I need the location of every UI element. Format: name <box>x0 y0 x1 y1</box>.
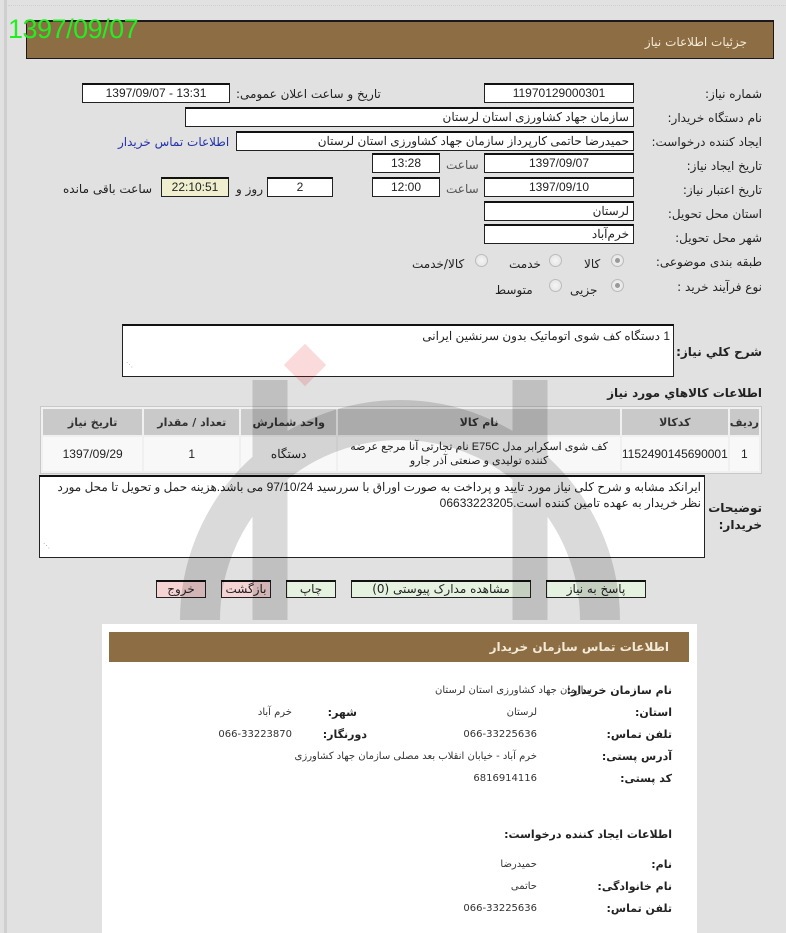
time-remaining-label: ساعت باقی مانده <box>63 182 153 196</box>
buyer-org-field: سازمان جهاد کشاورزی استان لرستان <box>185 107 634 127</box>
purchase-medium-radio[interactable] <box>549 279 562 292</box>
need-number-label: شماره نیاز: <box>705 87 762 101</box>
cell-code: 1152490145690001 <box>622 437 728 471</box>
contact-panel-header <box>109 632 689 662</box>
last-name-value: حاتمی <box>510 881 537 892</box>
buyer-notes-textarea[interactable] <box>39 475 705 558</box>
first-name-value: حمیدرضا <box>500 859 537 870</box>
table-row <box>43 437 759 471</box>
col-name: نام کالا <box>338 409 620 435</box>
delivery-province-label: استان محل تحویل: <box>667 207 762 221</box>
buyer-contact-link[interactable]: اطلاعات تماس خریدار <box>118 135 230 149</box>
valid-date-label: تاریخ اعتبار نیاز: <box>682 183 762 197</box>
summary-textarea[interactable] <box>122 324 674 377</box>
requester-info-title: اطلاعات ایجاد کننده درخواست: <box>504 828 672 841</box>
days-label: روز و <box>236 182 263 196</box>
cell-unit: دستگاه <box>241 437 336 471</box>
purchase-minor-radio[interactable] <box>611 279 624 292</box>
date-stamp: 1397/09/07 <box>8 14 139 44</box>
resize-grip-icon[interactable]: ⋰ <box>126 362 133 369</box>
city-value: خرم آباد <box>257 707 292 718</box>
summary-label: شرح کلي نیاز: <box>676 345 762 359</box>
created-date-label: تاریخ ایجاد نیاز: <box>686 159 762 173</box>
col-unit: واحد شمارش <box>241 409 336 435</box>
category-goods-radio[interactable] <box>611 254 624 267</box>
created-time-field: 13:28 <box>372 153 440 173</box>
category-goods-service-label: کالا/خدمت <box>412 257 465 271</box>
valid-time-field: 12:00 <box>372 177 440 197</box>
reply-button[interactable]: پاسخ به نیاز <box>546 580 646 598</box>
city-label: شهر: <box>327 706 357 719</box>
requester-phone-label: تلفن تماس: <box>606 902 672 915</box>
attachments-button[interactable]: مشاهده مدارک پیوستی (0) <box>351 580 531 598</box>
summary-text: 1 دستگاه کف شوی اتوماتیک بدون سرنشین ایرانی <box>422 329 670 343</box>
phone-value: 066-33225636 <box>463 729 537 740</box>
top-border <box>8 0 786 6</box>
cell-name: کف شوی اسکرابر مدل E75C نام تجارتی آنا مرجع عرضه کننده تولیدی و صنعتی آذر جارو <box>338 437 620 471</box>
time-remaining-field: 22:10:51 <box>161 177 229 197</box>
buyer-notes-text: ایرانکد مشابه و شرح کلی نیاز مورد تایید و پرداخت به صورت اوراق با سررسید 97/10/24 می باشد.هزینه حمل و تحویل تا محل مورد نظر خریدار به عهده تامین کننده است.06633223205 <box>57 480 701 510</box>
category-service-radio[interactable] <box>549 254 562 267</box>
address-value: خرم آباد - خیابان انقلاب بعد مصلی سازمان جهاد کشاورزی <box>294 751 537 762</box>
contact-panel-title: اطلاعات تماس سازمان خریدار <box>489 640 669 654</box>
valid-time-label: ساعت <box>446 182 479 196</box>
buyer-contact-panel <box>102 624 697 933</box>
requester-field: حمیدرضا حاتمی کارپرداز سازمان جهاد کشاورزی استان لرستان <box>236 131 634 151</box>
first-name-label: نام: <box>651 858 672 871</box>
col-qty: تعداد / مقدار <box>144 409 239 435</box>
cell-row: 1 <box>730 437 759 471</box>
address-label: آدرس پستی: <box>601 750 672 763</box>
delivery-province-field: لرستان <box>484 201 634 221</box>
purchase-minor-label: جزیی <box>570 283 598 297</box>
purchase-medium-label: متوسط <box>495 283 533 297</box>
col-code: کدکالا <box>622 409 728 435</box>
province-label: استان: <box>635 706 672 719</box>
print-button[interactable]: چاپ <box>286 580 336 598</box>
buyer-org-label: نام دستگاه خریدار: <box>667 111 762 125</box>
org-name-value: سازمان جهاد کشاورزی استان لرستان <box>435 685 592 696</box>
back-button[interactable]: بازگشت <box>221 580 271 598</box>
items-table <box>40 406 762 474</box>
resize-grip-icon[interactable]: ⋰ <box>43 543 50 550</box>
page-title: جزئيات اطلاعات نیاز <box>644 35 747 49</box>
category-goods-label: کالا <box>584 257 601 271</box>
category-service-label: خدمت <box>509 257 541 271</box>
exit-button[interactable]: خروج <box>156 580 206 598</box>
delivery-city-field: خرم‌آباد <box>484 224 634 244</box>
phone-label: تلفن تماس: <box>606 728 672 741</box>
items-section-title: اطلاعات کالاهاي مورد نیاز <box>607 386 762 400</box>
last-name-label: نام خانوادگی: <box>597 880 672 893</box>
postal-code-label: کد پستی: <box>620 772 672 785</box>
buyer-notes-label: توضیحات خریدار: <box>708 501 762 532</box>
category-goods-service-radio[interactable] <box>475 254 488 267</box>
announce-datetime-label: تاریخ و ساعت اعلان عمومی: <box>236 87 381 101</box>
fax-value: 066-33223870 <box>218 729 292 740</box>
cell-date: 1397/09/29 <box>43 437 142 471</box>
requester-phone-value: 066-33225636 <box>463 903 537 914</box>
delivery-city-label: شهر محل تحویل: <box>675 231 762 245</box>
created-date-field: 1397/09/07 <box>484 153 634 173</box>
cell-qty: 1 <box>144 437 239 471</box>
left-border <box>4 0 7 933</box>
col-date: تاریخ نیاز <box>43 409 142 435</box>
need-number-field: 11970129000301 <box>484 83 634 103</box>
items-table-header <box>43 409 759 435</box>
valid-date-field: 1397/09/10 <box>484 177 634 197</box>
page-header <box>26 20 774 59</box>
org-name-label: نام سازمان خریدار: <box>566 684 672 697</box>
fax-label: دورنگار: <box>322 728 367 741</box>
created-time-label: ساعت <box>446 158 479 172</box>
col-row: ردیف <box>730 409 759 435</box>
category-label: طبقه بندی موضوعی: <box>655 255 762 269</box>
announce-datetime-field: 1397/09/07 - 13:31 <box>82 83 230 103</box>
postal-code-value: 6816914116 <box>473 773 537 784</box>
requester-label: ایجاد کننده درخواست: <box>651 135 762 149</box>
purchase-type-label: نوع فرآیند خرید : <box>677 280 762 294</box>
province-value: لرستان <box>506 707 537 718</box>
days-remaining-field: 2 <box>267 177 333 197</box>
